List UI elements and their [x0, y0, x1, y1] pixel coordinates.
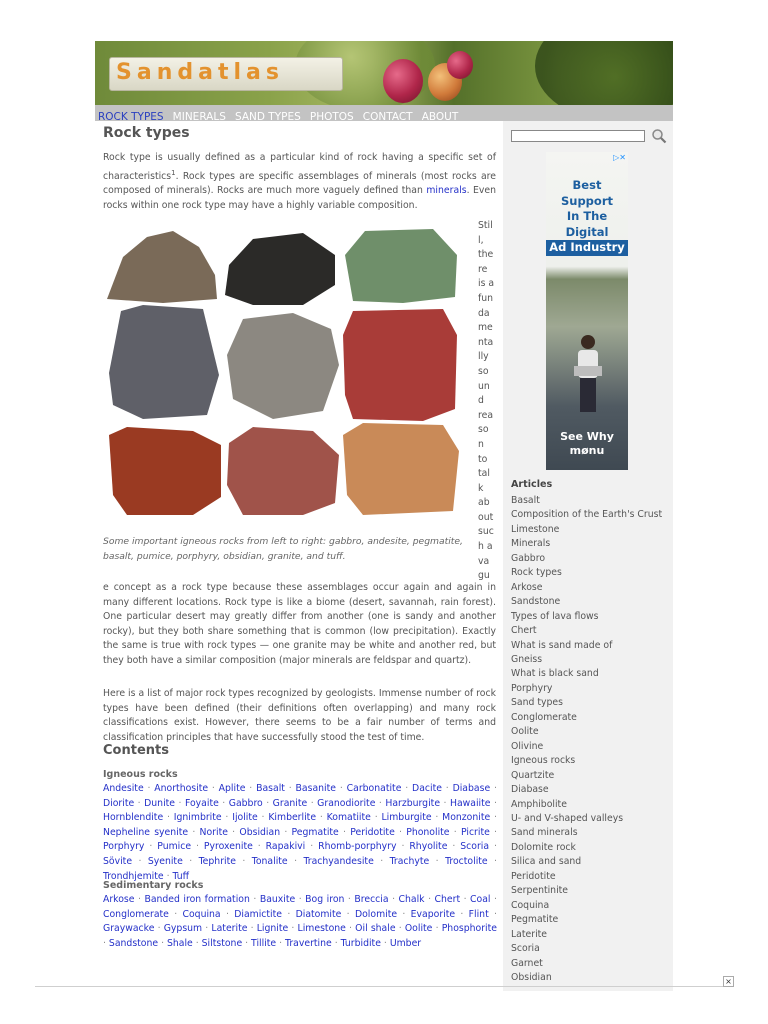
- articles-list: [511, 494, 662, 985]
- article-link[interactable]: Coquina: [511, 899, 550, 911]
- article-link[interactable]: Laterite: [511, 928, 548, 940]
- igneous-rock-link[interactable]: Anorthosite: [154, 783, 209, 794]
- list-separator: ·: [276, 937, 286, 949]
- list-separator: ·: [490, 812, 497, 824]
- page-title: Rock types: [103, 125, 190, 141]
- article-link[interactable]: Minerals: [511, 538, 551, 550]
- intro-paragraph: Rock type is usually defined as a particular kind of rock having a specific set of characteristics$^1$. Rock types are specific assemblages of minerals (most rocks are composed of minerals). Rocks are much more vaguely defined than minerals. Even rocks within one rock type may have a highly variable composition.: [103, 152, 496, 211]
- sedimentary-heading: Sedimentary rocks: [103, 880, 204, 891]
- sidebar: [503, 121, 673, 991]
- igneous-rock-link[interactable]: Pegmatite: [291, 826, 339, 838]
- article-link[interactable]: U- and V-shaped valleys: [511, 812, 624, 824]
- list-separator: ·: [431, 812, 443, 824]
- sedimentary-rock-link[interactable]: Conglomerate: [103, 908, 169, 920]
- article-link[interactable]: Peridotite: [511, 870, 556, 882]
- list-separator: ·: [429, 855, 446, 867]
- list-separator: ·: [192, 937, 202, 949]
- list-separator: ·: [395, 923, 405, 935]
- list-separator: ·: [208, 783, 219, 794]
- sedimentary-rock-link[interactable]: Phosphorite: [441, 923, 497, 935]
- article-link[interactable]: Gneiss: [511, 653, 543, 665]
- wrapped-word: un: [478, 380, 490, 392]
- list-separator: ·: [175, 797, 185, 809]
- wrapped-word: suc: [478, 526, 494, 538]
- ad-cta[interactable]: See Why mønu: [560, 430, 614, 457]
- wrapped-word: me: [478, 322, 493, 334]
- article-link[interactable]: Basalt: [511, 495, 540, 506]
- sedimentary-rock-link[interactable]: Limestone: [297, 923, 346, 935]
- contents-heading: Contents: [103, 743, 169, 758]
- sedimentary-rock-link[interactable]: Diamictite: [234, 908, 283, 920]
- sedimentary-rock-link[interactable]: Flint: [468, 908, 489, 920]
- wrapped-word: the: [478, 249, 494, 261]
- wrapped-word: lly: [478, 351, 489, 363]
- sedimentary-rock-link[interactable]: Shale: [166, 937, 193, 949]
- list-separator: ·: [336, 783, 347, 794]
- sedimentary-rock-link[interactable]: Sandstone: [108, 937, 159, 949]
- article-link[interactable]: Silica and sand: [511, 856, 582, 868]
- igneous-rock-link[interactable]: Granodiorite: [317, 797, 376, 809]
- list-separator: ·: [134, 797, 145, 809]
- sedimentary-rock-link[interactable]: Laterite: [211, 923, 248, 935]
- article-link[interactable]: Sandstone: [511, 596, 561, 608]
- list-separator: ·: [489, 826, 498, 838]
- list-separator: ·: [307, 797, 318, 809]
- list-separator: ·: [284, 783, 296, 794]
- sedimentary-rock-link[interactable]: Dolomite: [354, 908, 398, 920]
- article-link[interactable]: Rock types: [511, 567, 562, 579]
- list-separator: ·: [331, 937, 341, 949]
- igneous-rock-link[interactable]: Diorite: [103, 797, 135, 809]
- igneous-rock-link[interactable]: Norite: [199, 826, 228, 838]
- list-separator: ·: [344, 894, 355, 905]
- nav-contact[interactable]: CONTACT: [362, 111, 413, 123]
- igneous-rock-link[interactable]: Obsidian: [239, 826, 281, 838]
- sedimentary-rock-link[interactable]: Bauxite: [259, 894, 296, 905]
- list-separator: ·: [447, 841, 461, 853]
- wrapped-word: so: [478, 365, 489, 377]
- wrapped-word: nta: [478, 336, 494, 348]
- sedimentary-rock-link[interactable]: Chalk: [398, 894, 425, 905]
- sedimentary-rock-link[interactable]: Travertine: [285, 937, 332, 949]
- list-separator: ·: [394, 826, 407, 838]
- article-link[interactable]: Scoria: [511, 943, 540, 955]
- list-separator: ·: [168, 908, 183, 920]
- list-separator: ·: [144, 841, 158, 853]
- igneous-rock-link[interactable]: Nepheline syenite: [103, 826, 189, 838]
- igneous-rock-link[interactable]: Trondhjemite: [103, 870, 164, 882]
- sedimentary-rock-link[interactable]: Breccia: [354, 894, 389, 905]
- concept-paragraph: e concept as a rock type because these assemblages occur again and again in many different locations. Rock type is like a biome (desert, savannah, rain forest). One particular desert may greatly differ from another (one is sandy and another rocky), but they both share something that is common (low precipitation). Exactly the same is true with rock types — one granite may be white and another red, but they both have a similar composition (major minerals are feldspar and quartz).: [103, 582, 496, 666]
- main-nav: [95, 105, 673, 121]
- nav-photos[interactable]: PHOTOS: [309, 111, 354, 123]
- search-icon[interactable]: [651, 128, 667, 144]
- list-separator: ·: [397, 908, 411, 920]
- sedimentary-rock-link[interactable]: Oolite: [404, 923, 433, 935]
- list-separator: ·: [188, 826, 200, 838]
- igneous-rock-link[interactable]: Granite: [272, 797, 308, 809]
- footnote-link[interactable]: 1: [171, 168, 176, 177]
- igneous-rock-link[interactable]: Tephrite: [198, 855, 236, 867]
- igneous-rock-link[interactable]: Hawaiite: [449, 797, 491, 809]
- igneous-rock-link[interactable]: Monzonite: [442, 812, 491, 824]
- igneous-rock-link[interactable]: Harzburgite: [385, 797, 441, 809]
- pegmatite-rock-image: [345, 229, 457, 303]
- igneous-rock-link[interactable]: Carbonatite: [346, 783, 402, 794]
- igneous-rock-link[interactable]: Scoria: [460, 841, 490, 853]
- site-logo-text[interactable]: Sandatlas: [116, 60, 284, 85]
- wrapped-word: da: [478, 307, 490, 319]
- wrapped-word: n: [478, 438, 484, 450]
- list-separator: ·: [221, 812, 233, 824]
- igneous-rock-link[interactable]: Aplite: [218, 783, 246, 794]
- sedimentary-rock-link[interactable]: Umber: [389, 937, 422, 949]
- list-separator: ·: [460, 894, 471, 905]
- article-link[interactable]: Chert: [511, 625, 537, 637]
- list-separator: ·: [345, 923, 356, 935]
- list-separator: ·: [316, 812, 327, 824]
- sedimentary-rock-link[interactable]: Evaporite: [410, 908, 456, 920]
- igneous-rock-link[interactable]: Syenite: [147, 855, 183, 867]
- igneous-rock-link[interactable]: Hornblendite: [103, 812, 164, 824]
- list-separator: ·: [247, 923, 257, 935]
- article-link[interactable]: Porphyry: [511, 682, 553, 694]
- list-separator: ·: [401, 783, 413, 794]
- sedimentary-rocks-list: [103, 893, 497, 951]
- list-separator: ·: [262, 797, 273, 809]
- sedimentary-rock-link[interactable]: Turbidite: [340, 937, 381, 949]
- article-link[interactable]: Limestone: [511, 523, 560, 535]
- article-link[interactable]: Amphibolite: [511, 798, 567, 810]
- article-link[interactable]: Sand minerals: [511, 827, 578, 839]
- list-separator: ·: [380, 937, 390, 949]
- igneous-rocks-list: [103, 782, 497, 884]
- granite-rock-image: [227, 427, 339, 515]
- article-link[interactable]: Olivine: [511, 740, 544, 752]
- list-separator: ·: [490, 797, 497, 809]
- list-separator: ·: [163, 870, 173, 882]
- list-separator: ·: [158, 937, 167, 949]
- wrapped-word: out: [478, 511, 494, 523]
- nav-minerals[interactable]: MINERALS: [172, 111, 226, 123]
- igneous-rock-link[interactable]: Trachyte: [389, 855, 430, 867]
- list-separator: ·: [487, 855, 498, 867]
- igneous-rock-link[interactable]: Sövite: [103, 855, 133, 867]
- igneous-rock-link[interactable]: Tuff: [172, 870, 190, 882]
- list-separator: ·: [218, 797, 229, 809]
- igneous-rock-link[interactable]: Foyaite: [184, 797, 219, 809]
- list-separator: ·: [163, 812, 174, 824]
- list-separator: ·: [432, 923, 442, 935]
- article-link[interactable]: Garnet: [511, 957, 543, 969]
- sedimentary-rock-link[interactable]: Oil shale: [355, 923, 396, 935]
- list-separator: ·: [257, 812, 269, 824]
- article-link[interactable]: Oolite: [511, 726, 539, 738]
- sedimentary-rock-link[interactable]: Lignite: [256, 923, 289, 935]
- list-separator: ·: [287, 855, 304, 867]
- list-separator: ·: [490, 783, 497, 794]
- list-separator: ·: [280, 826, 292, 838]
- article-link[interactable]: Gabbro: [511, 552, 546, 564]
- raspberry-image: [383, 59, 423, 103]
- sedimentary-rock-link[interactable]: Gypsum: [163, 923, 203, 935]
- igneous-rock-link[interactable]: Kimberlite: [268, 812, 317, 824]
- list-separator: ·: [440, 797, 450, 809]
- list-separator: ·: [455, 908, 469, 920]
- figure-caption: Some important igneous rocks from left to right: gabbro, andesite, pegmatite, basalt, pumice, porphyry, obsidian, granite, and tuff.: [103, 536, 463, 562]
- list-separator: ·: [388, 894, 399, 905]
- list-separator: ·: [424, 894, 435, 905]
- igneous-rock-link[interactable]: Andesite: [103, 783, 144, 794]
- article-link[interactable]: Types of lava flows: [511, 610, 599, 622]
- list-separator: ·: [191, 841, 204, 853]
- article-link[interactable]: Serpentinite: [511, 885, 569, 897]
- article-link[interactable]: Composition of the Earth's Crust: [511, 509, 663, 521]
- igneous-rock-link[interactable]: Diabase: [452, 783, 491, 794]
- sedimentary-rock-link[interactable]: Siltstone: [201, 937, 243, 949]
- list-separator: ·: [489, 841, 497, 853]
- igneous-rock-link[interactable]: Pumice: [157, 841, 192, 853]
- sedimentary-rock-link[interactable]: Bog iron: [305, 894, 345, 905]
- list-separator: ·: [143, 783, 155, 794]
- article-link[interactable]: Igneous rocks: [511, 755, 576, 767]
- list-separator: ·: [242, 937, 252, 949]
- igneous-rock-link[interactable]: Basanite: [295, 783, 337, 794]
- igneous-rock-link[interactable]: Rapakivi: [265, 841, 306, 853]
- list-separator: ·: [288, 923, 298, 935]
- igneous-rock-link[interactable]: Ignimbrite: [173, 812, 222, 824]
- nav-rock-types[interactable]: ROCK TYPES: [98, 111, 164, 123]
- list-separator: ·: [375, 797, 386, 809]
- wrapped-word: is a: [478, 278, 495, 290]
- wrapped-word: l,: [478, 234, 484, 246]
- article-link[interactable]: Obsidian: [511, 971, 552, 983]
- list-separator: ·: [441, 783, 453, 794]
- list-separator: ·: [370, 812, 382, 824]
- igneous-rock-link[interactable]: Dacite: [412, 783, 442, 794]
- list-separator: ·: [341, 908, 355, 920]
- tuff-rock-image: [343, 423, 459, 515]
- igneous-rock-link[interactable]: Pyroxenite: [203, 841, 253, 853]
- list-separator: ·: [396, 841, 410, 853]
- article-link[interactable]: Dolomite rock: [511, 841, 576, 853]
- list-separator: ·: [249, 894, 260, 905]
- igneous-rock-link[interactable]: Limburgite: [381, 812, 432, 824]
- sedimentary-rock-link[interactable]: Tillite: [251, 937, 277, 949]
- list-separator: ·: [182, 855, 199, 867]
- list-separator: ·: [227, 826, 240, 838]
- igneous-rock-link[interactable]: Rhomb-porphyry: [318, 841, 397, 853]
- ad-person-image: [572, 332, 604, 422]
- advertisement-banner[interactable]: [546, 152, 628, 470]
- wrapped-word: h a: [478, 541, 493, 553]
- pumice-rock-image: [227, 313, 339, 419]
- search-input[interactable]: [511, 130, 645, 142]
- igneous-heading: Igneous rocks: [103, 769, 178, 780]
- igneous-rock-link[interactable]: Basalt: [256, 783, 285, 794]
- gabbro-rock-image: [107, 231, 217, 303]
- igneous-rock-link[interactable]: Rhyolite: [409, 841, 448, 853]
- andesite-rock-image: [225, 233, 335, 305]
- list-separator: ·: [134, 894, 145, 905]
- page-container: [95, 41, 673, 991]
- list-separator: ·: [338, 826, 351, 838]
- sedimentary-rock-link[interactable]: Chert: [434, 894, 461, 905]
- list-separator: ·: [488, 908, 497, 920]
- porphyry-rock-image: [343, 309, 457, 421]
- raspberry-image: [447, 51, 473, 79]
- sedimentary-rock-link[interactable]: Banded iron formation: [144, 894, 250, 905]
- list-separator: ·: [305, 841, 319, 853]
- wrapped-word: d: [478, 395, 484, 407]
- wrapped-text-column: [478, 219, 500, 584]
- list-separator: ·: [282, 908, 296, 920]
- list-separator: ·: [235, 855, 252, 867]
- nav-about[interactable]: ABOUT: [421, 111, 459, 123]
- wrapped-word: gu: [478, 570, 490, 582]
- wrapped-word: so: [478, 424, 489, 436]
- list-separator: ·: [154, 923, 164, 935]
- wrapped-word: tal: [478, 468, 490, 480]
- article-link[interactable]: What is sand made of: [511, 639, 613, 651]
- article-link[interactable]: Pegmatite: [511, 914, 559, 926]
- article-link[interactable]: What is black sand: [511, 668, 599, 680]
- list-separator: ·: [103, 937, 109, 949]
- igneous-rock-link[interactable]: Picrite: [460, 826, 490, 838]
- obsidian-rock-image: [109, 427, 221, 515]
- igneous-rock-link[interactable]: Trachyandesite: [303, 855, 374, 867]
- igneous-rock-link[interactable]: Gabbro: [228, 797, 263, 809]
- wrapped-word: to: [478, 453, 488, 465]
- sedimentary-rock-link[interactable]: Graywacke: [103, 923, 155, 935]
- list-separator: ·: [449, 826, 461, 838]
- list-separator: ·: [220, 908, 235, 920]
- wrapped-word: re: [478, 263, 488, 275]
- igneous-rock-link[interactable]: Peridotite: [350, 826, 395, 838]
- igneous-rock-link[interactable]: Tonalite: [251, 855, 288, 867]
- igneous-rock-link[interactable]: Ijolite: [232, 812, 258, 824]
- sedimentary-rock-link[interactable]: Diatomite: [295, 908, 342, 920]
- article-link[interactable]: Sand types: [511, 697, 563, 709]
- igneous-rock-link[interactable]: Troctolite: [445, 855, 488, 867]
- article-link[interactable]: Arkose: [511, 581, 543, 593]
- igneous-rock-link[interactable]: Phonolite: [406, 826, 450, 838]
- close-icon[interactable]: ×: [723, 976, 734, 987]
- sedimentary-rock-link[interactable]: Coquina: [182, 908, 221, 920]
- igneous-rock-link[interactable]: Komatiite: [326, 812, 371, 824]
- list-intro-paragraph: Here is a list of major rock types recognized by geologists. Immense number of rock types have been defined (their definitions often overlapping) and many rock classifications exist. However, there seems to be a fair number of terms and classification principles that have successfully stood the test of time.: [103, 688, 496, 743]
- wrapped-word: fun: [478, 292, 494, 304]
- bottom-divider: [35, 986, 729, 987]
- wrapped-word: rea: [478, 409, 494, 421]
- sedimentary-rock-link[interactable]: Coal: [470, 894, 491, 905]
- wrapped-word: k: [478, 482, 484, 494]
- article-link[interactable]: Diabase: [511, 784, 549, 796]
- list-separator: ·: [245, 783, 257, 794]
- list-separator: ·: [490, 894, 497, 905]
- list-separator: ·: [373, 855, 390, 867]
- site-logo[interactable]: [109, 57, 343, 91]
- igneous-rock-link[interactable]: Porphyry: [103, 841, 145, 853]
- wrapped-word: Stil: [478, 220, 493, 231]
- list-separator: ·: [202, 923, 212, 935]
- header-banner: [95, 41, 673, 105]
- wrapped-word: ab: [478, 497, 490, 509]
- list-separator: ·: [252, 841, 266, 853]
- nav-sand-types[interactable]: SAND TYPES: [234, 111, 301, 123]
- igneous-rock-link[interactable]: Dunite: [144, 797, 176, 809]
- ad-choices-icon[interactable]: ▷✕: [613, 153, 626, 162]
- article-link[interactable]: Conglomerate: [511, 711, 577, 723]
- basalt-rock-image: [109, 305, 219, 419]
- article-link[interactable]: Quartzite: [511, 769, 555, 781]
- articles-heading: Articles: [511, 479, 553, 490]
- sedimentary-rock-link[interactable]: Arkose: [103, 894, 135, 905]
- wrapped-word: va: [478, 555, 490, 567]
- ad-headline[interactable]: Best Support In The Digital Ad Industry: [546, 178, 628, 256]
- list-separator: ·: [132, 855, 148, 867]
- minerals-link[interactable]: minerals: [426, 185, 467, 197]
- list-separator: ·: [295, 894, 306, 905]
- igneous-rocks-figure: [103, 225, 461, 517]
